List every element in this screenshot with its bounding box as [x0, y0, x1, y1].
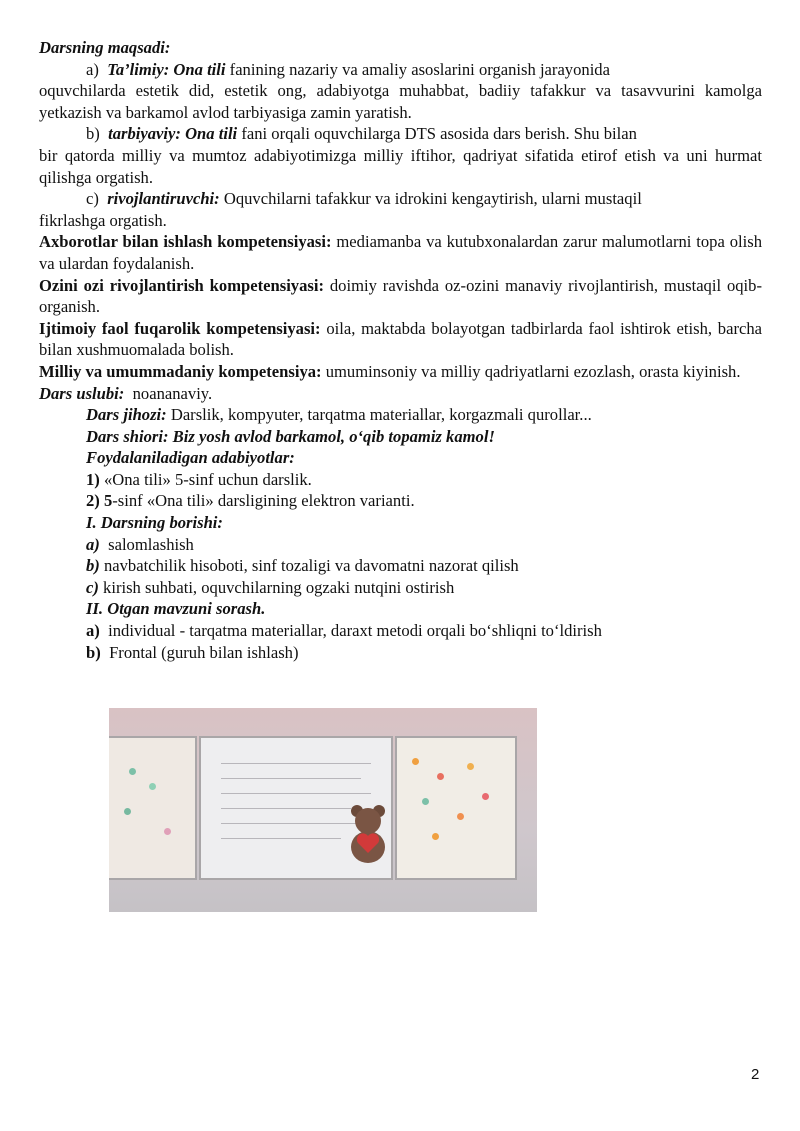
goal-b-text2: bir qatorda milliy va mumtoz adabiyotimizga milliy iftihor, qadriyat sifatida etirof etish va uni hurmat qilishga orgatish.	[39, 145, 762, 187]
literature-item: 1) «Ona tili» 5-sinf uchun darslik.	[86, 469, 312, 489]
document-body	[39, 37, 762, 663]
teddy-bear-image	[345, 803, 391, 865]
competency-2: Ozini ozi rivojlantirish kompetensiyasi: doimiy ravishda oz-ozini manaviy rivojlantirish, mustaqil oqib-organish.	[39, 275, 762, 317]
goal-heading: Darsning maqsadi:	[39, 38, 171, 57]
review-label: II. Otgan mavzuni sorash.	[86, 599, 266, 619]
goal-b	[39, 123, 762, 188]
review-item: b) Frontal (guruh bilan ishlash)	[86, 642, 299, 662]
equipment: Dars jihozi: Darslik, kompyuter, tarqatma materiallar, korgazmali qurollar...	[86, 405, 592, 425]
competency-3: Ijtimoiy faol fuqarolik kompetensiyasi: oila, maktabda bolayotgan tadbirlarda faol ishtirok etish, barcha bilan xushmuomalada bolish.	[39, 318, 763, 360]
literature-label: Foydalaniladigan adabiyotlar:	[86, 448, 295, 468]
goal-c-title: rivojlantiruvchi:	[107, 189, 220, 209]
competency-4: Milliy va umummadaniy kompetensiya: umuminsoniy va milliy qadriyatlarni ezozlash, orasta kiyinish.	[39, 361, 741, 381]
review-item: a) individual - tarqatma materiallar, daraxt metodi orqali bo‘shliqni to‘ldirish	[86, 621, 602, 641]
lesson-details	[39, 404, 762, 663]
goal-c-text2: fikrlashga orgatish.	[39, 210, 167, 230]
goal-b-marker: b)	[86, 124, 100, 144]
goal-c-text1: Oquvchilarni tafakkur va idrokini kengaytirish, ularni mustaqil	[219, 189, 642, 209]
poster-board-right	[395, 736, 517, 880]
progress-item: a) salomlashish	[86, 534, 194, 554]
goal-b-text1: fani orqali oquvchilarga DTS asosida dars berish. Shu bilan	[237, 124, 637, 144]
goal-c	[39, 188, 762, 231]
goal-a-marker: a)	[86, 59, 99, 79]
motto: Dars shiori: Biz yosh avlod barkamol, o‘qib topamiz kamol!	[86, 426, 495, 446]
competency-1: Axborotlar bilan ishlash kompetensiyasi: mediamanba va kutubxonalardan zarur malumotlarni topa olish va ulardan foydalanish.	[39, 232, 763, 273]
literature-item: 2) 5-sinf «Ona tili» darsligining elektron varianti.	[86, 491, 415, 511]
progress-item: b) navbatchilik hisoboti, sinf tozaligi va davomatni nazorat qilish	[86, 556, 519, 576]
goal-a-text1: fanining nazariy va amaliy asoslarini organish jarayonida	[225, 59, 610, 79]
goal-a-text2: oquvchilarda estetik did, estetik ong, adabiyotga muhabbat, badiiy tafakkur va tasavvurini kamolga yetkazish va barkamol avlod tarbiyasiga zamin yaratish.	[39, 81, 762, 122]
progress-label: I. Darsning borishi:	[86, 513, 223, 533]
page-number: 2	[751, 1066, 760, 1083]
goal-b-title: tarbiyaviy: Ona tili	[108, 124, 238, 144]
lesson-style: Dars uslubi: noananaviy.	[39, 383, 213, 403]
goal-a-title: Ta’limiy: Ona tili	[107, 59, 226, 79]
goal-a	[39, 59, 762, 124]
poster-board-left	[109, 736, 197, 880]
progress-item: c) kirish suhbati, oquvchilarning ogzaki nutqini ostirish	[86, 577, 455, 597]
goal-c-marker: c)	[86, 189, 99, 209]
classroom-boards-photo	[109, 708, 537, 912]
